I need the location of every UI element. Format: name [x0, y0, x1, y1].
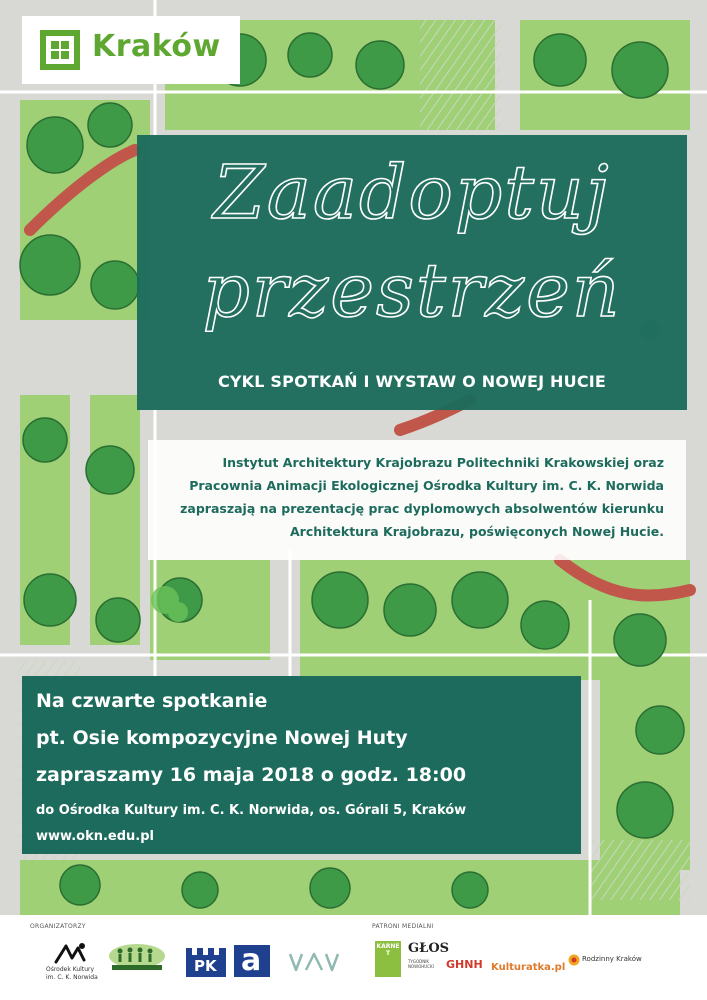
iak-logo-icon: [286, 950, 342, 974]
intro-line: Pracownia Animacji Ekologicznej Ośrodka Kultury im. C. K. Norwida: [189, 478, 664, 493]
sun-icon: [568, 954, 580, 966]
intro-panel: [148, 440, 686, 560]
event-line-1: Na czwarte spotkanie: [36, 690, 268, 712]
pk-logo-text: PK: [194, 957, 217, 975]
faculty-a-logo-text: a: [241, 943, 262, 978]
ghnh-logo: [446, 953, 483, 972]
series-subtitle: CYKL SPOTKAŃ I WYSTAW O NOWEJ HUCIE: [217, 372, 607, 391]
okn-logo-icon: [52, 940, 92, 966]
event-website-link[interactable]: www.okn.edu.pl: [36, 829, 154, 844]
intro-line: Instytut Architektury Krajobrazu Politechniki Krakowskiej oraz: [222, 455, 664, 470]
kulturatka-logo-text: Kulturatka.pl: [491, 962, 566, 973]
glos-logo: [408, 941, 450, 977]
ghnh-logo-text: GHNH: [446, 958, 483, 971]
krakow-logo: [22, 16, 240, 84]
krakow-logo-icon: [40, 30, 80, 70]
brand-name: Kraków: [92, 29, 221, 64]
glos-logo-subtext: TYGODNIK NOWOHUCKI: [408, 959, 434, 969]
rodzinny-krakow-logo-text: Rodzinny Kraków: [582, 955, 642, 963]
faculty-a-logo: [234, 945, 270, 977]
intro-line: zapraszają na prezentację prac dyplomowych absolwentów kierunku: [180, 501, 664, 516]
okn-name-line-1: Ośrodek Kultury: [46, 966, 95, 973]
event-date: zapraszamy 16 maja 2018 o godz. 18:00: [36, 764, 467, 786]
castle-crenel-icon: [186, 945, 226, 955]
organizers-label: ORGANIZATORZY: [30, 923, 86, 930]
ecology-workshop-logo-icon: [106, 942, 168, 972]
pk-university-logo: [186, 945, 226, 977]
event-address: do Ośrodka Kultury im. C. K. Norwida, os. Górali 5, Kraków: [36, 803, 467, 818]
karnet-logo: [375, 941, 401, 977]
event-line-2: pt. Osie kompozycyjne Nowej Huty: [36, 727, 408, 749]
glos-logo-text: GŁOS: [408, 941, 450, 956]
title-line-1: Zaadoptuj: [213, 150, 611, 236]
patrons-label: PATRONI MEDIALNI: [372, 923, 434, 930]
kulturatka-logo: [491, 955, 565, 974]
karnet-logo-text: KARNET: [376, 943, 400, 957]
intro-line: Architektura Krajobrazu, poświęconych Nowej Hucie.: [290, 524, 664, 539]
title-line-2: przestrzeń: [202, 248, 622, 334]
okn-name-line-2: im. C. K. Norwida: [46, 974, 98, 981]
